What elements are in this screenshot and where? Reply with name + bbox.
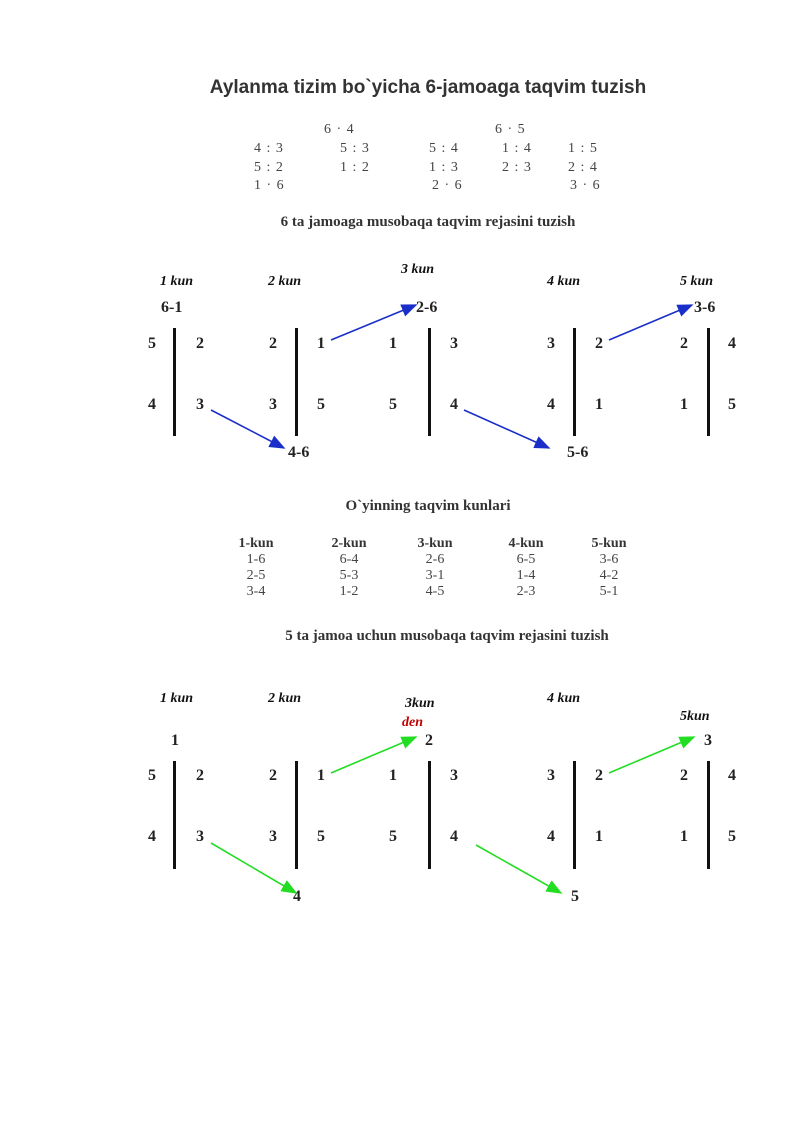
schedule-match: 2-3	[516, 584, 536, 599]
team-number: 2	[680, 335, 688, 352]
schedule-match: 1-6	[246, 552, 266, 567]
schedule-match: 5-3	[339, 568, 359, 583]
day-label: 3 kun	[401, 262, 435, 277]
section-6-heading: 6 ta jamoaga musobaqa taqvim rejasini tuzish	[280, 214, 576, 230]
team-number: 2	[425, 732, 433, 749]
pair-cell: 2 : 3	[502, 160, 532, 175]
pair-cell: 2 : 4	[568, 160, 598, 175]
team-number: 1	[389, 767, 397, 784]
schedule-heading: O`yinning taqvim kunlari	[345, 498, 511, 514]
schedule-match: 2-6	[425, 552, 445, 567]
pair-cell: 2 · 6	[432, 178, 463, 193]
team-number: 5	[148, 767, 156, 784]
team-number: 3	[450, 335, 458, 352]
day-label: 1 kun	[160, 691, 194, 706]
pair-label: 6-1	[161, 299, 183, 316]
day-label: 1 kun	[160, 274, 194, 289]
team-number: 3	[269, 396, 277, 413]
team-number: 1	[317, 767, 325, 784]
team-number: 1	[595, 828, 603, 845]
team-number: 5	[148, 335, 156, 352]
pair-label: 3-6	[694, 299, 716, 316]
pairs-head-2: 6 · 5	[495, 122, 526, 137]
day-label: 2 kun	[268, 691, 302, 706]
team-number: 5	[728, 396, 736, 413]
schedule-match: 3-4	[246, 584, 266, 599]
team-number: 3	[196, 828, 204, 845]
pair-cell: 1 · 6	[254, 178, 285, 193]
schedule-match: 3-1	[425, 568, 445, 583]
schedule-match: 6-5	[516, 552, 536, 567]
schedule-match: 6-4	[339, 552, 359, 567]
team-number: 3	[450, 767, 458, 784]
day-label: 5kun	[680, 709, 710, 724]
pair-label: 2-6	[416, 299, 438, 316]
team-number: 4	[547, 396, 555, 413]
team-number: 5	[317, 396, 325, 413]
arrow	[609, 305, 692, 340]
schedule-match: 4-5	[425, 584, 445, 599]
team-number: 4	[728, 335, 736, 352]
pair-label: 4-6	[288, 444, 310, 461]
team-number: 3	[704, 732, 712, 749]
arrow	[211, 843, 296, 893]
team-number: 2	[595, 335, 603, 352]
team-number: 3	[547, 767, 555, 784]
team-number: 2	[595, 767, 603, 784]
arrow	[464, 410, 549, 448]
team-number: 5	[389, 396, 397, 413]
schedule-day-head: 3-kun	[417, 536, 453, 551]
day-label: 2 kun	[268, 274, 302, 289]
team-number: 4	[148, 396, 156, 413]
schedule-day-head: 5-kun	[591, 536, 627, 551]
team-number: 1	[680, 396, 688, 413]
section-5-heading: 5 ta jamoa uchun musobaqa taqvim rejasini tuzish	[285, 628, 609, 644]
team-number: 5	[728, 828, 736, 845]
arrow	[211, 410, 284, 448]
day-label: 4 kun	[547, 274, 581, 289]
arrow	[476, 845, 561, 893]
team-number: 4	[148, 828, 156, 845]
arrow	[609, 737, 694, 773]
team-number: 4	[547, 828, 555, 845]
schedule-match: 5-1	[599, 584, 619, 599]
team-number: 4	[450, 828, 458, 845]
team-number: 5	[389, 828, 397, 845]
schedule-match: 1-4	[516, 568, 536, 583]
pair-cell: 5 : 3	[340, 141, 370, 156]
schedule-match: 1-2	[339, 584, 359, 599]
team-number: 3	[547, 335, 555, 352]
team-number: 3	[269, 828, 277, 845]
pair-cell: 3 · 6	[570, 178, 601, 193]
team-number: 1	[595, 396, 603, 413]
pair-cell: 1 : 3	[429, 160, 459, 175]
schedule-match: 3-6	[599, 552, 619, 567]
team-number: 5	[317, 828, 325, 845]
day-label: 5 kun	[680, 274, 714, 289]
team-number: 4	[450, 396, 458, 413]
schedule-day-head: 4-kun	[508, 536, 544, 551]
team-number: 2	[269, 767, 277, 784]
team-number: 1	[680, 828, 688, 845]
schedule-match: 2-5	[246, 568, 266, 583]
team-number: 5	[571, 888, 579, 905]
green-arrows	[211, 737, 694, 893]
blue-arrows	[211, 305, 692, 448]
pair-cell: 4 : 3	[254, 141, 284, 156]
team-number: 1	[317, 335, 325, 352]
arrow	[331, 737, 416, 773]
schedule-day-head: 2-kun	[331, 536, 367, 551]
pair-cell: 5 : 4	[429, 141, 459, 156]
day-label: 4 kun	[547, 691, 581, 706]
team-number: 2	[196, 335, 204, 352]
pair-label: 5-6	[567, 444, 589, 461]
pairs-head-1: 6 · 4	[324, 122, 355, 137]
day-label: 3kun	[405, 696, 435, 711]
pair-cell: 1 : 4	[502, 141, 532, 156]
schedule-match: 4-2	[599, 568, 619, 583]
pair-cell: 5 : 2	[254, 160, 284, 175]
den-label: den	[402, 715, 423, 730]
pair-cell: 1 : 2	[340, 160, 370, 175]
team-number: 3	[196, 396, 204, 413]
arrow	[331, 305, 416, 340]
team-number: 1	[171, 732, 179, 749]
team-number: 1	[389, 335, 397, 352]
team-number: 4	[728, 767, 736, 784]
team-number: 2	[196, 767, 204, 784]
team-number: 2	[680, 767, 688, 784]
team-number: 4	[293, 888, 301, 905]
pair-cell: 1 : 5	[568, 141, 598, 156]
page-title: Aylanma tizim bo`yicha 6-jamoaga taqvim tuzish	[209, 77, 647, 98]
team-number: 2	[269, 335, 277, 352]
schedule-day-head: 1-kun	[238, 536, 274, 551]
